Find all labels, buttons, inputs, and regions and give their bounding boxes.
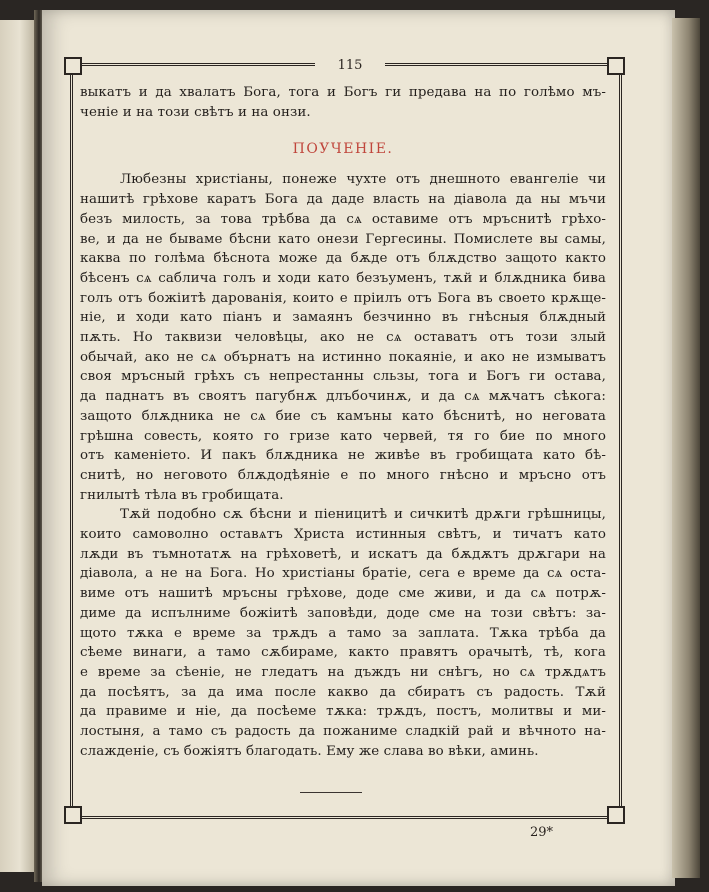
text-line: гнилытѣ тѣла въ гробищата.	[80, 487, 284, 503]
section-heading: ПОУЧЕНІЕ.	[292, 141, 394, 158]
text-line: да посѣятъ, за да има после какво да сбиратъ съ радость. Тѫй	[80, 684, 606, 700]
text-line: ченіе и на този свѣтъ и на онзи.	[80, 104, 311, 120]
text-line: щото тѫка е време за трѫдъ а тамо за заплата. Тѫка трѣба да	[80, 625, 606, 641]
text-line: своя мръсный грѣхъ съ непрестанны сльзы, тога и Богъ ги остава,	[80, 369, 606, 385]
text-line: лостыня, а тамо съ радость да пожаниме сладкій рай и вѣчното на-	[80, 724, 606, 740]
text-line: които самоволно оставѧтъ Христа истинныя свѣтъ, и тичатъ като	[80, 527, 606, 543]
text-line: діавола, а не на Бога. Но христіаны братіе, сега е време да сѧ оста-	[80, 566, 606, 582]
text-line: да паднатъ въ своятъ пагубнѫ длъбочинѫ, и да сѧ мѫчатъ сѣкога:	[80, 389, 606, 405]
text-line: Тѫй подобно сѫ бѣсни и піеницитѣ и сичкитѣ дрѫги грѣшницы,	[120, 507, 606, 523]
text-line: да правиме и ніе, да посѣеме тѫка: трѫдъ, постъ, молитвы и ми-	[80, 704, 606, 720]
text-line: каква по голѣма бѣснота може да бѫде отъ блѫдство защото както	[80, 251, 606, 267]
text-line: е време за сѣеніе, не гледатъ на дъждъ ни снѣгъ, но сѧ трѫдѧтъ	[80, 664, 606, 680]
text-line: голъ отъ божіитѣ дарованія, които е пріилъ отъ Бога въ своето крѫще-	[80, 290, 606, 306]
page-number: 115	[315, 58, 385, 74]
text-line: виме отъ нашитѣ мръсны грѣхове, доде сме живи, и да сѧ потрѫ-	[80, 586, 606, 602]
frame-corner-ornament	[607, 806, 625, 824]
frame-corner-ornament	[607, 57, 625, 75]
page-text	[80, 83, 606, 762]
text-line: Любезны христіаны, понеже чухте отъ днешното евангеліе чи	[120, 172, 606, 188]
text-line: диме да испълниме божіитѣ заповѣди, доде сме на този свѣтъ: за-	[80, 605, 606, 621]
text-line: слажденіе, съ божіятъ благодать. Ему же слава во вѣки, аминь.	[80, 743, 539, 759]
frame-corner-ornament	[64, 57, 82, 75]
left-page-edge	[0, 20, 36, 872]
text-line: снитѣ, но неговото блѫдодѣяніе е по много гнѣсно и мръсно отъ	[80, 467, 606, 483]
text-line: отъ каменіето. И пакъ блѫдника не живѣе въ гробищата като бѣ-	[80, 448, 606, 464]
frame-corner-ornament	[64, 806, 82, 824]
text-line: выкатъ и да хвалатъ Бога, тога и Богъ ги предава на по голѣмо мъ-	[80, 85, 606, 100]
end-rule-divider	[300, 792, 362, 793]
text-line: ніе, и ходи като піанъ и замаянъ безчинно въ гнѣсныя блѫдный	[80, 310, 606, 326]
text-line: обычай, ако не сѧ обърнатъ на истинно покаяніе, и ако не измыватъ	[80, 349, 606, 365]
text-line: бѣсенъ сѧ саблича голъ и ходи като безъуменъ, тѫй и блѫдника бива	[80, 270, 606, 286]
text-line: безъ милость, за това трѣбва да сѧ оставиме отъ мръснитѣ грѣхо-	[80, 211, 606, 227]
text-line: защото блѫдника не сѧ бие съ камъны като бѣснитѣ, но неговата	[80, 408, 606, 424]
text-line: сѣеме винаги, а тамо сѫбираме, както правятъ орачытѣ, тѣ, кога	[80, 645, 606, 661]
printer-signature-mark: 29*	[530, 825, 554, 840]
text-line: ве, и да не бываме бѣсни като онези Гергесины. Помислете вы самы,	[80, 231, 606, 247]
text-line: лѫди въ тъмнотатѫ на грѣховетѣ, и искатъ да бѫдѫтъ дрѫгари на	[80, 546, 606, 562]
text-line: нашитѣ грѣхове каратъ Бога да даде власть на діавола да ны мъчи	[80, 192, 606, 208]
text-line: пѫть. Но таквизи человѣцы, ако не сѧ оставатъ отъ този злый	[80, 330, 606, 346]
text-line: грѣшна совесть, която го гризе като червей, тя го бие по много	[80, 428, 606, 444]
page-edge-shadow	[672, 18, 700, 878]
